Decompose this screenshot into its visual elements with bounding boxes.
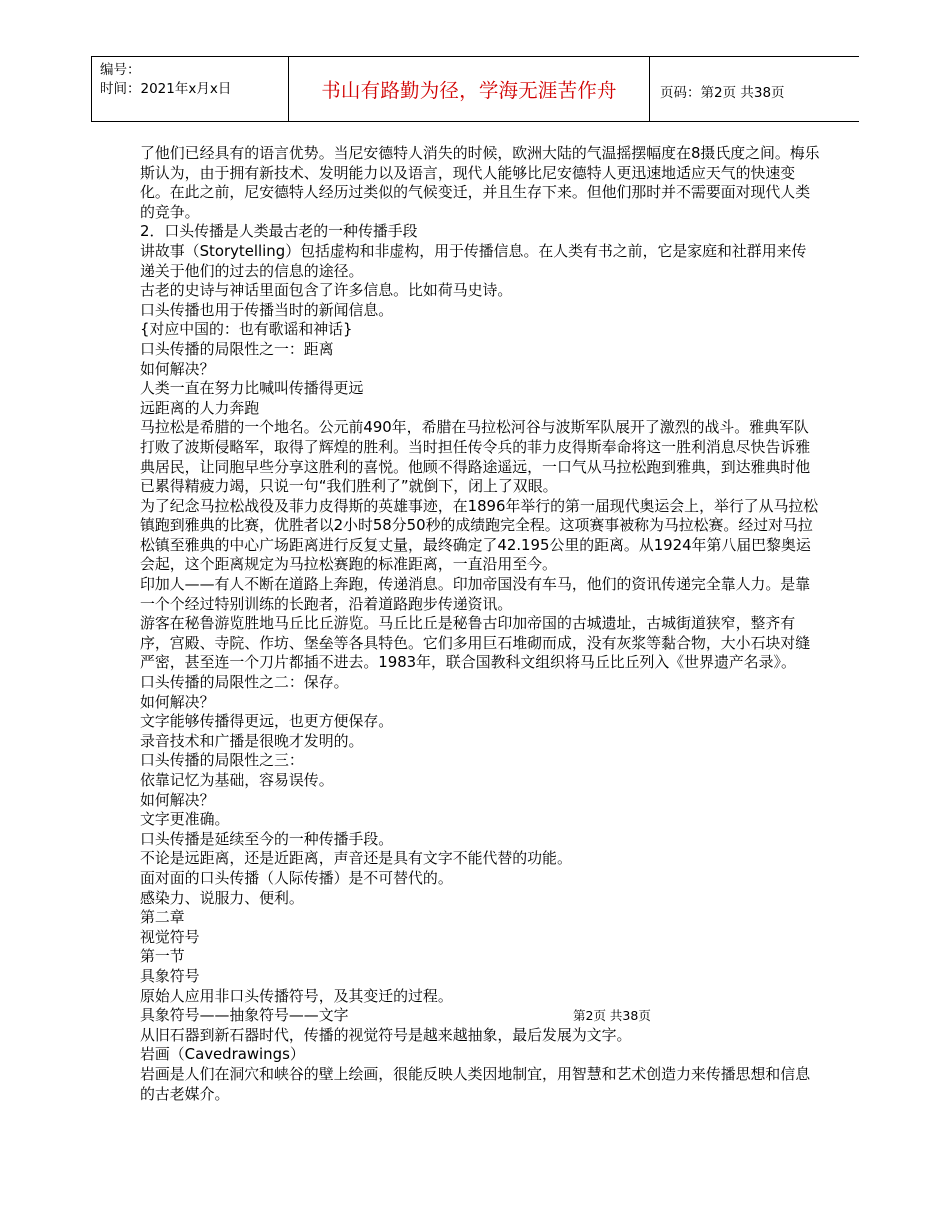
document-body	[140, 144, 820, 1104]
paragraph: {对应中国的：也有歌谣和神话}	[140, 320, 353, 339]
paragraph: 岩画（Cavedrawings）	[140, 1045, 305, 1064]
paragraph: 如何解决？	[140, 359, 215, 378]
section-title: 具象符号	[140, 966, 200, 985]
paragraph: 讲故事（Storytelling）包括虚构和非虚构，用于传播信息。在人类有书之前，它是家庭和社群用来传递关于他们的过去的信息的途径。	[140, 241, 807, 280]
header-page-number: 页码：第2页 共38页	[660, 85, 785, 101]
page-header	[91, 56, 859, 122]
paragraph: 感染力、说服力、便利。	[140, 888, 304, 907]
paragraph: 马拉松是希腊的一个地名。公元前490年，希腊在马拉松河谷与波斯军队展开了激烈的战斗。雅典军队打败了波斯侵略军，取得了辉煌的胜利。当时担任传令兵的菲力皮得斯奉命将这一胜利消息尽快告诉雅典居民，让同胞早些分享这胜利的喜悦。他顾不得路途遥远，一口气从马拉松跑到雅典，到达雅典时他已累得精疲力竭，只说一句“我们胜利了”就倒下，闭上了双眼。	[140, 418, 811, 496]
paragraph: 具象符号——抽象符号——文字	[140, 1006, 349, 1025]
paragraph: 如何解决？	[140, 790, 215, 809]
paragraph: 录音技术和广播是很晚才发明的。	[140, 731, 364, 750]
paragraph: 口头传播也用于传播当时的新闻信息。	[140, 300, 394, 319]
paragraph: 不论是远距离，还是近距离，声音还是具有文字不能代替的功能。	[140, 849, 572, 868]
paragraph: 口头传播的局限性之一：距离	[140, 339, 334, 358]
section-heading: 第一节	[140, 947, 185, 966]
paragraph: 口头传播的局限性之三：	[140, 751, 304, 770]
paragraph: 游客在秘鲁游览胜地马丘比丘游览。马丘比丘是秘鲁古印加帝国的古城遗址，古城街道狭窄，整齐有序，宫殿、寺院、作坊、堡垒等各具特色。它们多用巨石堆砌而成，没有灰浆等黏合物，大小石块对缝严密，甚至连一个刀片都插不进去。1983年，联合国教科文组织将马丘比丘列入《世界遗产名录》。	[140, 614, 811, 672]
paragraph: 如何解决？	[140, 692, 215, 711]
paragraph: 文字更准确。	[140, 810, 230, 829]
paragraph: 口头传播是延续至今的一种传播手段。	[140, 829, 394, 848]
paragraph: 口头传播的局限性之二：保存。	[140, 673, 349, 692]
header-time: 时间：2021年x月x日	[100, 81, 232, 97]
paragraph: 人类一直在努力比喊叫传播得更远	[140, 379, 364, 398]
paragraph: 文字能够传播得更远，也更方便保存。	[140, 712, 394, 731]
paragraph: 依靠记忆为基础，容易误传。	[140, 771, 334, 789]
paragraph: 远距离的人力奔跑	[140, 398, 260, 417]
paragraph: 面对面的口头传播（人际传播）是不可替代的。	[140, 868, 453, 887]
chapter-title: 视觉符号	[140, 927, 200, 946]
paragraph: 2．口头传播是人类最古老的一种传播手段	[140, 222, 418, 241]
header-meta	[100, 61, 231, 99]
paragraph: 了他们已经具有的语言优势。当尼安德特人消失的时候，欧洲大陆的气温摇摆幅度在8摄氏度之间。梅乐斯认为，由于拥有新技术、发明能力以及语言，现代人能够比尼安德特人更迅速地适应天气的快速变化。在此之前，尼安德特人经历过类似的气候变迁，并且生存下来。但他们那时并不需要面对现代人类的竞争。	[140, 144, 820, 221]
header-number: 编号：	[100, 62, 141, 78]
paragraph: 为了纪念马拉松战役及菲力皮得斯的英雄事迹，在1896年举行的第一届现代奥运会上，举行了从马拉松镇跑到雅典的比赛，优胜者以2小时58分50秒的成绩跑完全程。这项赛事被称为马拉松赛。经过对马拉松镇至雅典的中心广场距离进行反复丈量，最终确定了42.195公里的距离。从1924年第八届巴黎奥运会起，这个距离规定为马拉松赛跑的标准距离，一直沿用至今。	[140, 496, 819, 574]
paragraph: 印加人——有人不断在道路上奔跑，传递消息。印加帝国没有车马，他们的资讯传递完全靠人力。是靠一个个经过特别训练的长跑者，沿着道路跑步传递资讯。	[140, 575, 811, 613]
paragraph: 从旧石器到新石器时代，传播的视觉符号是越来越抽象，最后发展为文字。	[140, 1025, 632, 1044]
header-motto: 书山有路勤为径，学海无涯苦作舟	[321, 79, 617, 102]
chapter-heading: 第二章	[140, 908, 185, 927]
header-divider	[649, 57, 650, 121]
paragraph: 岩画是人们在洞穴和峡谷的壁上绘画，很能反映人类因地制宜，用智慧和艺术创造力来传播思想和信息的古老媒介。	[140, 1064, 811, 1103]
paragraph: 古老的史诗与神话里面包含了许多信息。比如荷马史诗。	[140, 281, 513, 300]
paragraph: 原始人应用非口头传播符号，及其变迁的过程。	[140, 986, 453, 1005]
page-footer-number: 第2页 共38页	[573, 1008, 651, 1023]
